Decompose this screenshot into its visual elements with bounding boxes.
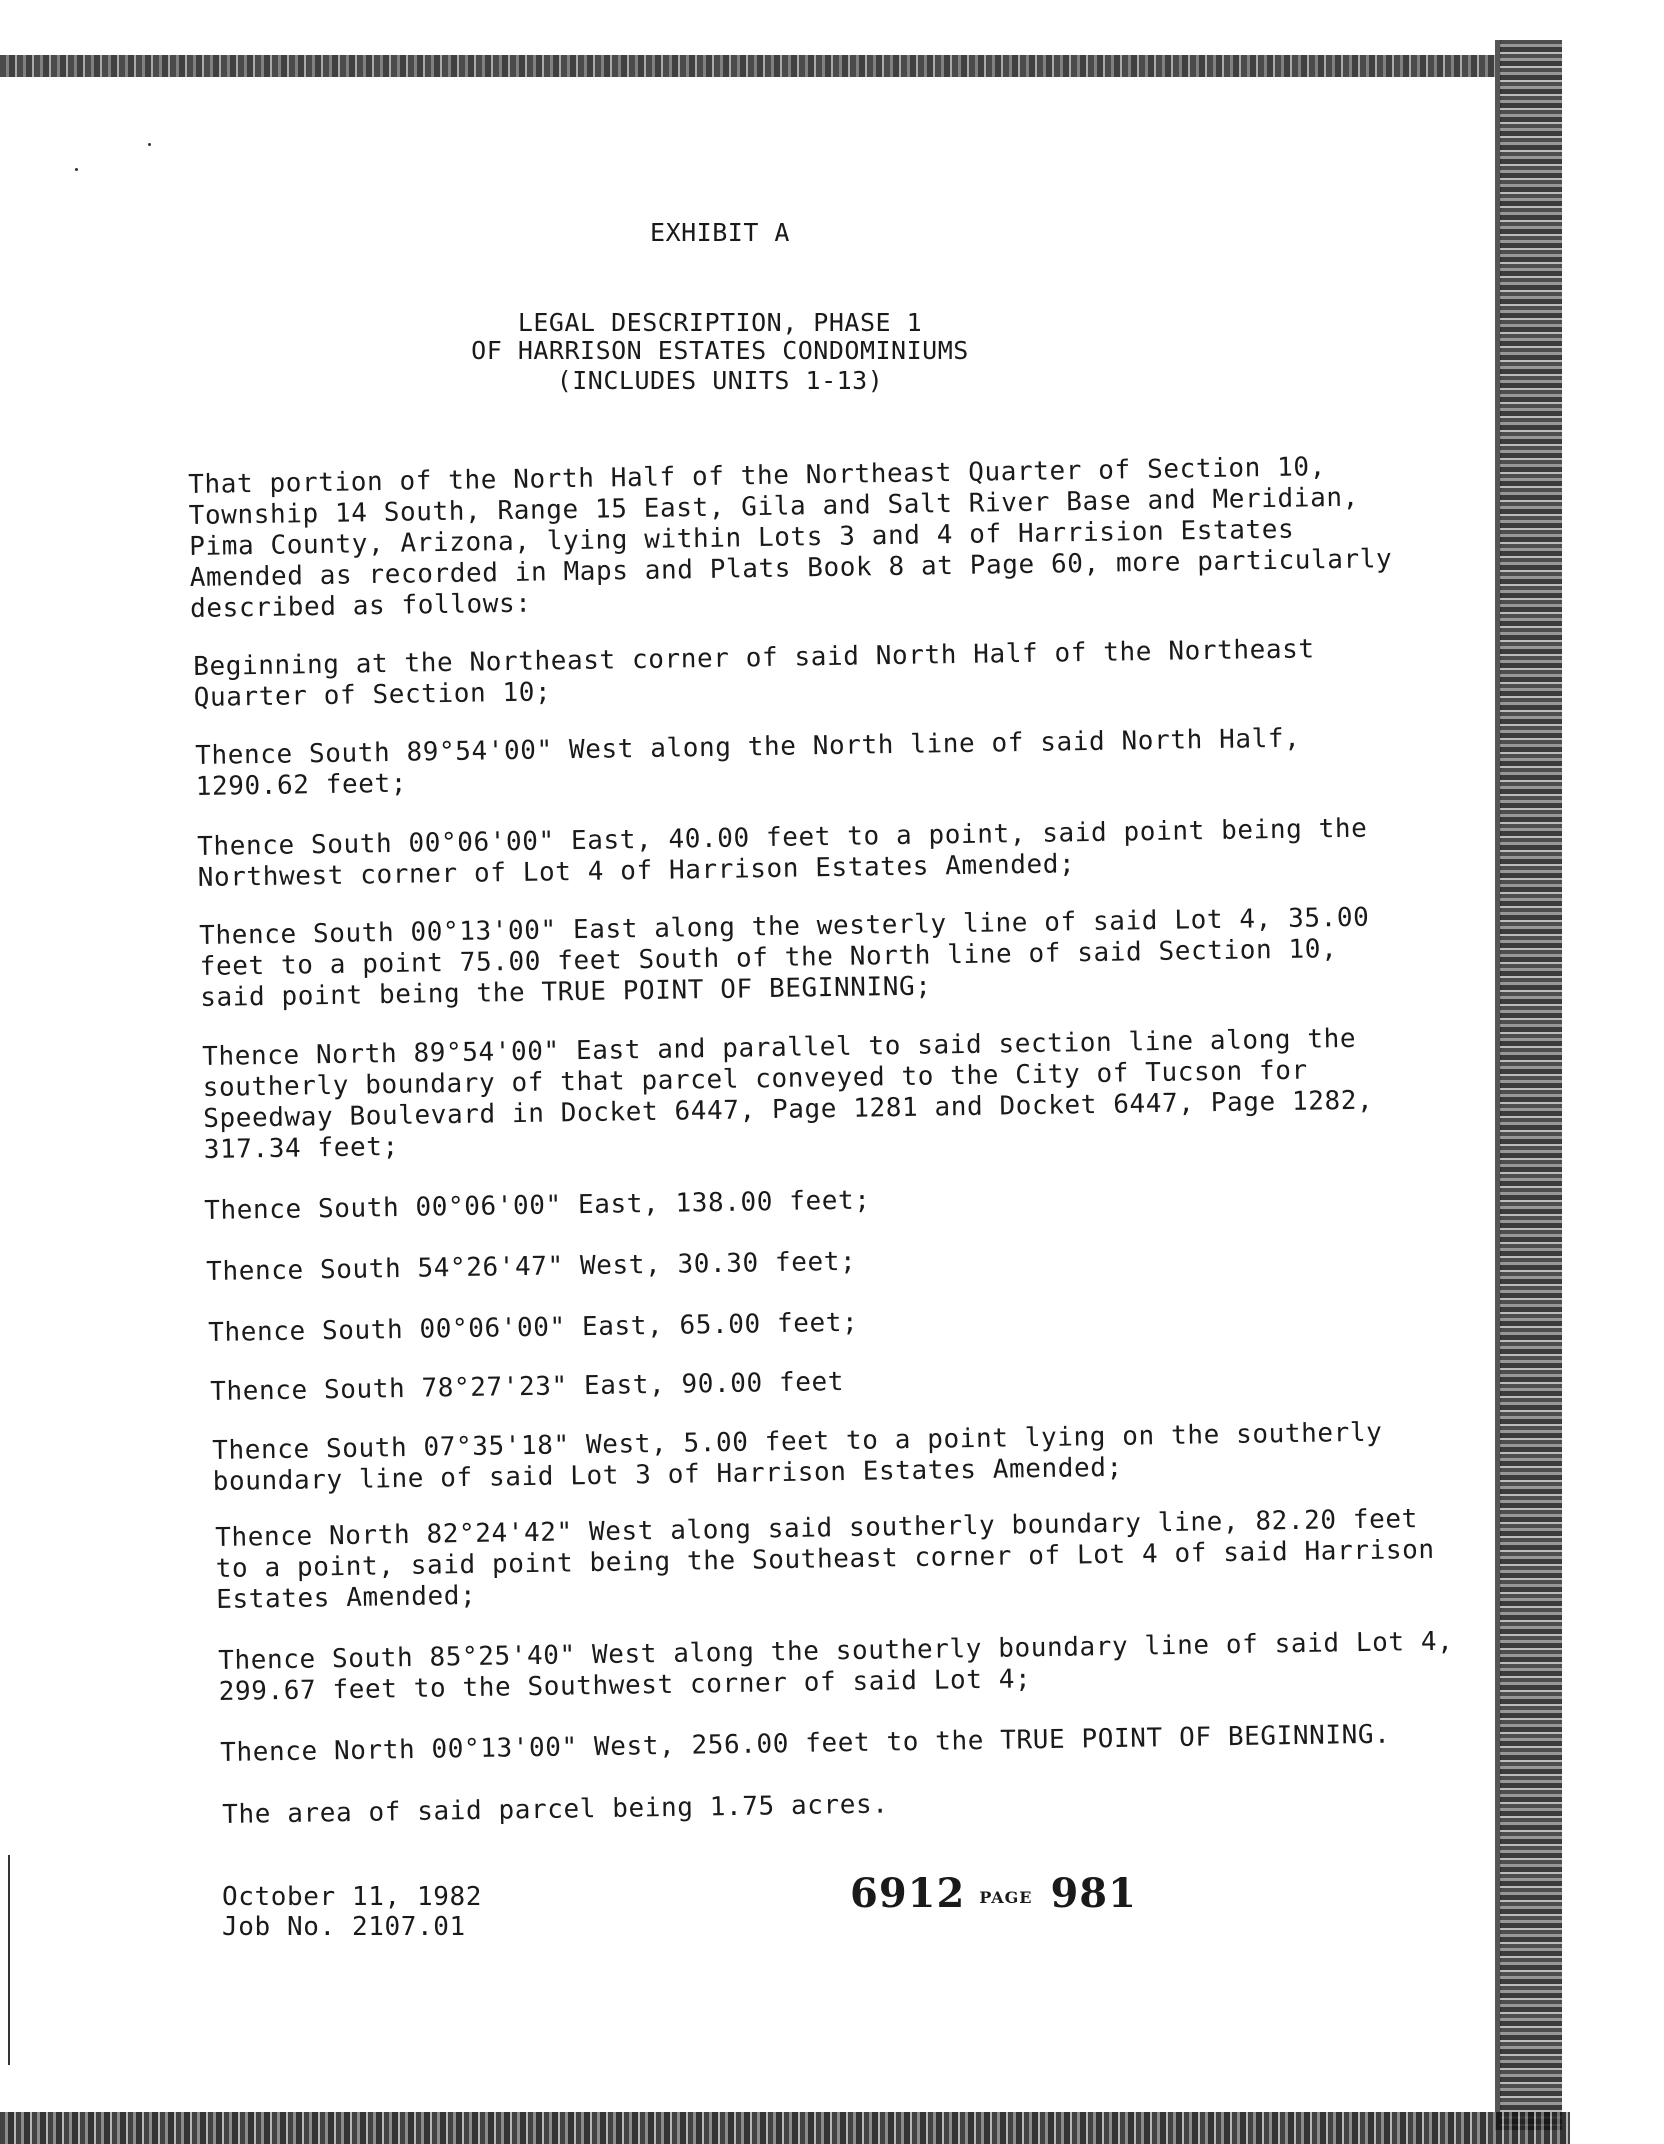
paragraph-course-6: Thence South 54°26'47" West, 30.30 feet; (206, 1246, 857, 1287)
title-line-3: (INCLUDES UNITS 1-13) (556, 366, 884, 395)
paragraph-course-5: Thence South 00°06'00" East, 138.00 feet; (204, 1185, 871, 1226)
scan-artifact-right (1500, 40, 1562, 2130)
scan-artifact-top (0, 55, 1500, 77)
scan-artifact-left-mark (8, 1855, 10, 2065)
paragraph-course-7: Thence South 00°06'00" East, 65.00 feet; (208, 1307, 859, 1348)
paragraph-course-3: Thence South 00°13'00" East along the westerly line of said Lot 4, 35.00 feet to a point 75.00 feet South of the North line of said Section 10, said point being the TRUE POINT OF BEGINNING; (199, 902, 1370, 1013)
paragraph-course-4: Thence North 89°54'00" East and parallel to said section line along the southerly boundary of that parcel conveyed to the City of Tucson for Speedway Boulevard in Docket 6447, Page 1281 and Docket 6447, Page 1282, 317.34 feet; (202, 1023, 1374, 1165)
paragraph-beginning: Beginning at the Northeast corner of said North Half of the Northeast Quarter of Section 10; (193, 634, 1315, 713)
footer-date: October 11, 1982 (222, 1882, 483, 1912)
docket-page-stamp (850, 1870, 1137, 1917)
paragraph-closing-course: Thence North 00°13'00" West, 256.00 feet to the TRUE POINT OF BEGINNING. (220, 1719, 1391, 1768)
paragraph-course-9: Thence South 07°35'18" West, 5.00 feet to a point lying on the southerly boundary line of said Lot 3 of Harrison Estates Amended; (212, 1417, 1383, 1497)
page-number: 981 (1050, 1870, 1137, 1917)
paragraph-course-1: Thence South 89°54'00" West along the North line of said North Half, 1290.62 feet; (195, 723, 1301, 802)
paragraph-course-11: Thence South 85°25'40" West along the southerly boundary line of said Lot 4, 299.67 feet to the Southwest corner of said Lot 4; (218, 1626, 1454, 1707)
scan-speck (75, 168, 78, 171)
paragraph-course-8: Thence South 78°27'23" East, 90.00 feet (210, 1367, 845, 1407)
exhibit-heading: EXHIBIT A (650, 218, 790, 247)
title-line-2: OF HARRISON ESTATES CONDOMINIUMS (471, 336, 969, 365)
paragraph-course-10: Thence North 82°24'42" West along said southerly boundary line, 82.20 feet to a point, said point being the Southeast corner of Lot 4 of said Harrison Estates Amended; (215, 1504, 1435, 1615)
paragraph-area: The area of said parcel being 1.75 acres. (222, 1789, 889, 1830)
title-line-1: LEGAL DESCRIPTION, PHASE 1 (517, 308, 923, 337)
page-label: PAGE (979, 1887, 1033, 1907)
paragraph-intro: That portion of the North Half of the Northeast Quarter of Section 10, Township 14 South, Range 15 East, Gila and Salt River Base and Meridian, Pima County, Arizona, lying within Lots 3 and 4 of Harrision Estates Amended as recorded in Maps and Plats Book 8 at Page 60, more particularly described as follows: (188, 452, 1393, 624)
footer-job-number: Job No. 2107.01 (222, 1912, 466, 1942)
docket-number: 6912 (850, 1870, 966, 1917)
scan-speck (148, 143, 151, 146)
scan-artifact-bottom (0, 2112, 1570, 2144)
paragraph-course-2: Thence South 00°06'00" East, 40.00 feet to a point, said point being the Northwest corner of Lot 4 of Harrison Estates Amended; (197, 813, 1368, 893)
